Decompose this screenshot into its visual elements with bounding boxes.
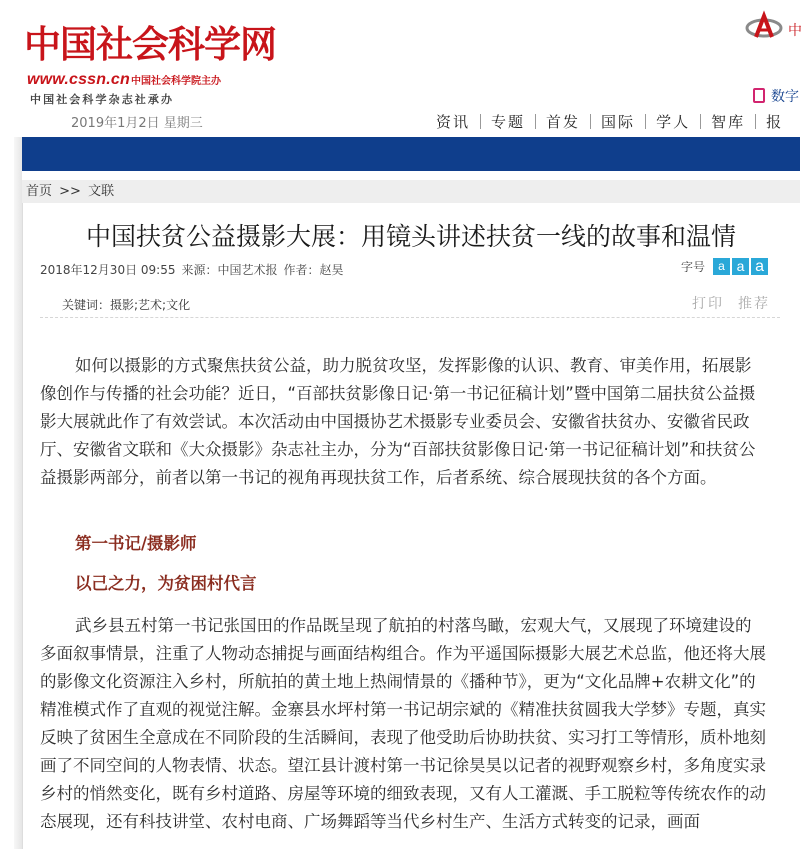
nav-item-report[interactable]: 报 — [766, 113, 784, 131]
site-logo-url[interactable] — [27, 69, 221, 89]
article-subheading: 以己之力，为贫困村代言 — [75, 574, 257, 593]
article-subheading: 第一书记/摄影师 — [75, 534, 197, 553]
font-large-button[interactable]: a — [751, 258, 768, 275]
breadcrumb-separator: >> — [59, 184, 81, 199]
site-url: www.cssn.cn — [27, 71, 130, 88]
digital-edition-link[interactable] — [753, 85, 799, 106]
article-meta — [40, 261, 350, 278]
article-author: 作者：赵昊 — [283, 263, 344, 277]
nav-bar — [22, 137, 800, 171]
font-size-control — [681, 258, 768, 275]
nav-divider — [645, 114, 646, 129]
article-keywords: 关键词：摄影;艺术;文化 — [62, 298, 191, 312]
publish-datetime: 2018年12月30日 09:55 — [40, 263, 176, 277]
article-paragraph: 如何以摄影的方式聚焦扶贫公益，助力脱贫攻坚，发挥影像的认识、教育、审美作用，拓展影像创作与传播的社会功能？近日，“百部扶贫影像日记·第一书记征稿计划”暨中国第二届扶贫公益摄影大展就此作了有效尝试。本次活动由中国摄协艺术摄影专业委员会、安徽省扶贫办、安徽省民政厅、安徽省文联和《大众摄影》杂志社主办，分为“百部扶贫影像日记·第一书记征稿计划”和扶贫公益摄影两部分，前者以第一书记的视角再现扶贫工作，后者系统、综合展现扶贫的各个方面。 — [40, 356, 756, 487]
nav-item-topics[interactable]: 专题 — [491, 113, 526, 131]
nav-divider — [590, 114, 591, 129]
breadcrumb-home[interactable]: 首页 — [26, 184, 53, 199]
nav-divider — [700, 114, 701, 129]
page-shadow — [14, 137, 22, 849]
document-icon — [753, 88, 765, 103]
font-small-button[interactable]: a — [713, 258, 730, 275]
breadcrumb — [22, 180, 800, 203]
nav-divider — [535, 114, 536, 129]
nav-item-scholars[interactable]: 学人 — [656, 113, 691, 131]
top-right-link[interactable]: 中 — [788, 23, 802, 39]
partner-logo-icon[interactable] — [744, 13, 784, 41]
main-nav — [434, 111, 785, 132]
font-size-label: 字号 — [681, 260, 706, 274]
breadcrumb-current[interactable]: 文联 — [88, 184, 115, 199]
digital-edition-label: 数字 — [771, 88, 799, 105]
nav-item-international[interactable]: 国际 — [601, 113, 636, 131]
content-border — [22, 203, 23, 849]
article-tools — [692, 293, 770, 313]
nav-divider — [480, 114, 481, 129]
nav-item-news[interactable]: 资讯 — [436, 113, 471, 131]
print-button[interactable]: 打印 — [692, 296, 724, 312]
font-medium-button[interactable]: a — [732, 258, 749, 275]
site-logo-title[interactable]: 中国社会科学网 — [24, 22, 276, 66]
site-subtitle: 中国社会科学杂志社承办 — [30, 93, 175, 106]
site-host: 中国社会科学院主办 — [130, 76, 221, 87]
nav-item-first-release[interactable]: 首发 — [546, 113, 581, 131]
current-date: 2019年1月2日 星期三 — [71, 116, 203, 131]
divider — [40, 317, 780, 318]
nav-item-think-tank[interactable]: 智库 — [711, 113, 746, 131]
article-paragraph: 武乡县五村第一书记张国田的作品既呈现了航拍的村落鸟瞰，宏观大气，又展现了环境建设的多面叙事情景，注重了人物动态捕捉与画面结构组合。作为平遥国际摄影大展艺术总监，他还将大展的影像文化资源注入乡村，所航拍的黄土地上热闹情景的《播种节》，更为“文化品牌+农耕文化”的精准模式作了直观的视觉注解。金寨县水坪村第一书记胡宗斌的《精准扶贫圆我大学梦》专题，真实反映了贫困生全意成在不同阶段的生活瞬间，表现了他受助后协助扶贫、实习打工等情形，质朴地刻画了不同空间的人物表情、状态。望江县计渡村第一书记徐昊昊以记者的视野观察乡村，多角度实录乡村的悄然变化，既有乡村道路、房屋等环境的细致表现，又有人工灌溉、手工脱粒等传统农作的动态展现，还有科技讲堂、农村电商、广场舞蹈等当代乡村生产、生活方式转变的记录，画面 — [40, 616, 766, 831]
article-source: 来源：中国艺术报 — [181, 263, 278, 277]
recommend-button[interactable]: 推荐 — [738, 296, 770, 312]
nav-divider — [755, 114, 756, 129]
article-title: 中国扶贫公益摄影大展：用镜头讲述扶贫一线的故事和温情 — [85, 222, 736, 251]
